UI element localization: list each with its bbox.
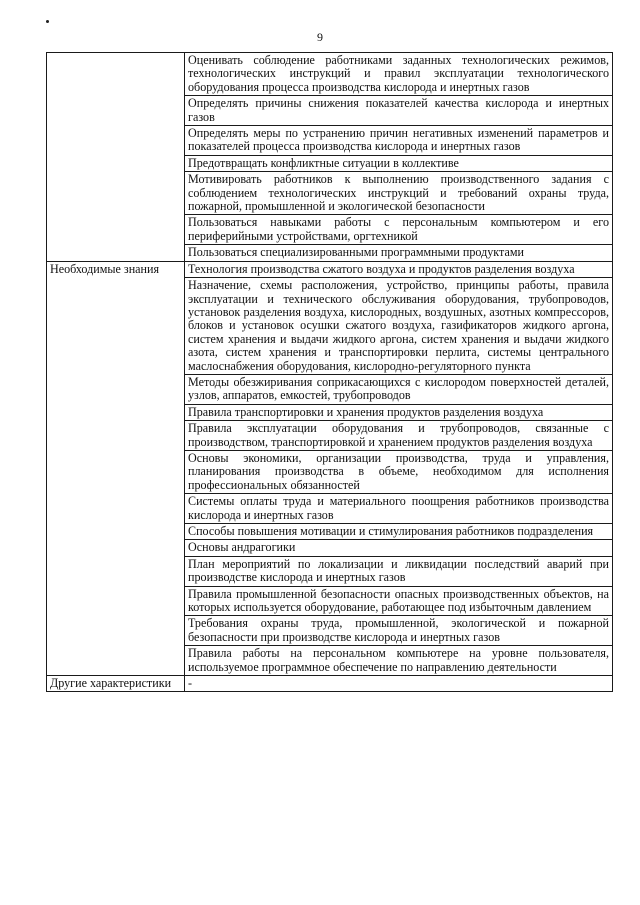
row-text: Основы экономики, организации производства, труда и управления, планирования производства в объеме, необходимом для исполнения профессиональных обязанностей	[185, 450, 613, 493]
scan-speck	[46, 20, 49, 23]
row-text: Мотивировать работников к выполнению производственного задания с соблюдением технологических инструкций и требований охраны труда, пожарной, промышленной и экологической безопасности	[185, 172, 613, 215]
row-text: План мероприятий по локализации и ликвидации последствий аварий при производстве кислорода и инертных газов	[185, 556, 613, 586]
row-text: Правила промышленной безопасности опасных производственных объектов, на которых используется оборудование, работающее под избыточным давлением	[185, 586, 613, 616]
row-text: Оценивать соблюдение работниками заданных технологических режимов, технологических инструкций и правил эксплуатации технологического оборудования процесса производства кислорода и инертных газов	[185, 53, 613, 96]
section-label-other: Другие характеристики	[47, 676, 185, 692]
row-text: Системы оплаты труда и материального поощрения работников производства кислорода и инертных газов	[185, 494, 613, 524]
table-row	[47, 676, 613, 692]
row-text: Правила работы на персональном компьютере на уровне пользователя, используемое программное обеспечение по направлению деятельности	[185, 646, 613, 676]
row-text: Определять меры по устранению причин негативных изменений параметров и показателей процесса производства кислорода и инертных газов	[185, 126, 613, 156]
row-text: Основы андрагогики	[185, 540, 613, 556]
row-text: Технология производства сжатого воздуха и продуктов разделения воздуха	[185, 261, 613, 277]
page-number: 9	[317, 30, 323, 44]
row-text: -	[185, 676, 613, 692]
competency-table	[46, 52, 613, 692]
row-text: Правила эксплуатации оборудования и трубопроводов, связанные с производством, транспортировкой и хранением продуктов разделения воздуха	[185, 421, 613, 451]
row-label-empty	[47, 53, 185, 262]
row-text: Пользоваться навыками работы с персональным компьютером и его периферийными устройствами, оргтехникой	[185, 215, 613, 245]
table-row	[47, 261, 613, 277]
row-text: Назначение, схемы расположения, устройство, принципы работы, правила эксплуатации и технического обслуживания оборудования, трубопроводов, установок разделения воздуха, кислородных, воздушных, азотных компрессоров, блоков и установок осушки сжатого воздуха, газификаторов жидкого аргона, систем хранения и выдачи жидкого аргона, систем хранения и выдачи жидкого азота, систем хранения и транспортировки перлита, системы центрального маслоснабжения оборудования, кислородно-регуляторного пункта	[185, 278, 613, 375]
row-text: Способы повышения мотивации и стимулирования работников подразделения	[185, 524, 613, 540]
section-label-knowledge: Необходимые знания	[47, 261, 185, 675]
row-text: Методы обезжиривания соприкасающихся с кислородом поверхностей деталей, узлов, аппаратов, емкостей, трубопроводов	[185, 374, 613, 404]
row-text: Требования охраны труда, промышленной, экологической и пожарной безопасности при производстве кислорода и инертных газов	[185, 616, 613, 646]
table-row	[47, 53, 613, 96]
row-text: Правила транспортировки и хранения продуктов разделения воздуха	[185, 404, 613, 420]
row-text: Определять причины снижения показателей качества кислорода и инертных газов	[185, 96, 613, 126]
row-text: Предотвращать конфликтные ситуации в коллективе	[185, 155, 613, 171]
row-text: Пользоваться специализированными программными продуктами	[185, 245, 613, 261]
